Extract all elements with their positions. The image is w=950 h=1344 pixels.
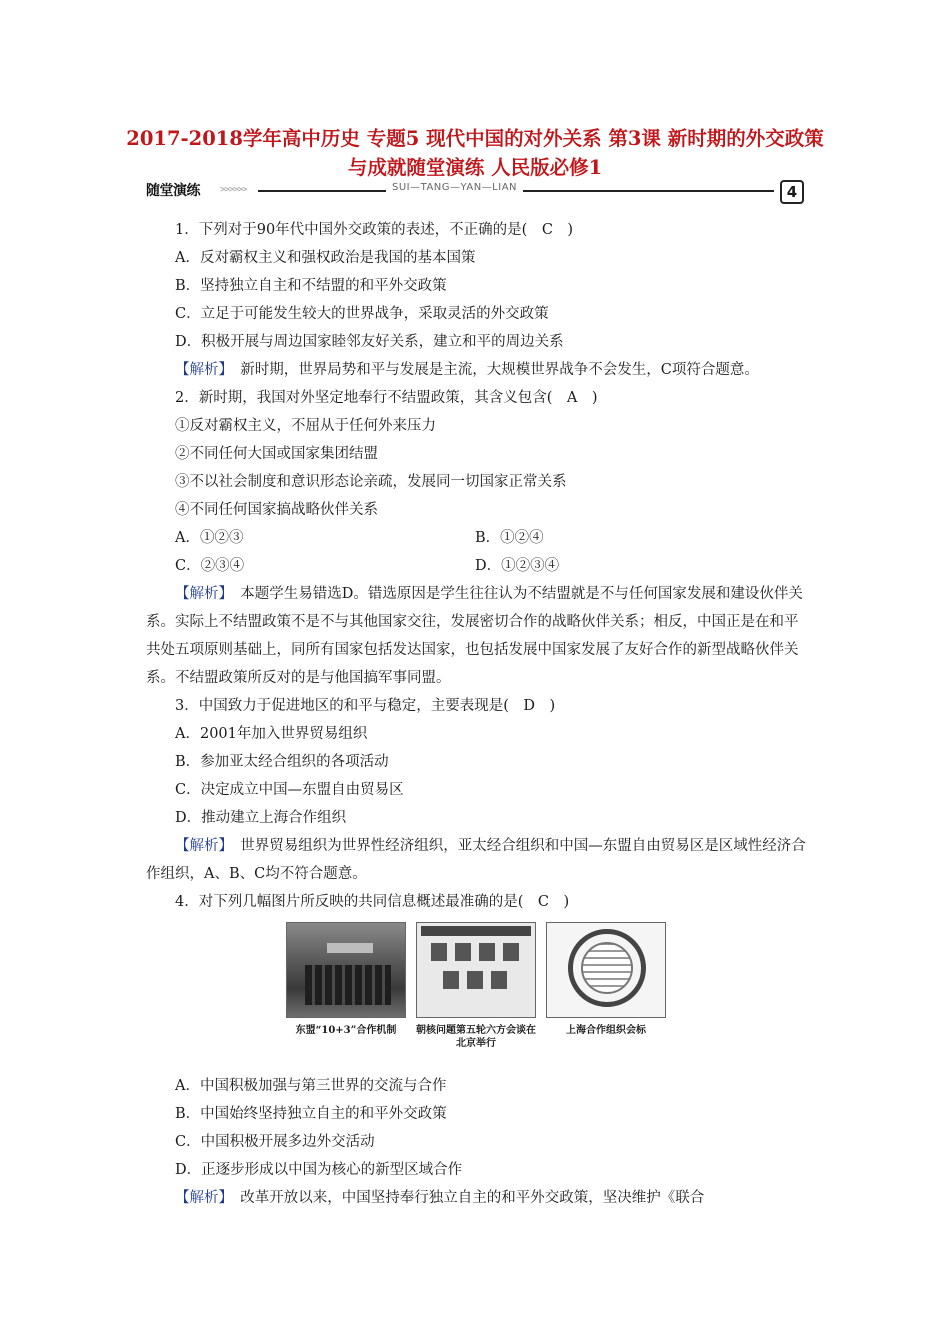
figure-six-party-talks bbox=[416, 922, 536, 1072]
exercise-content bbox=[146, 188, 806, 1212]
question-2-item-1: ①反对霸权主义，不屈从于任何外来压力 bbox=[175, 418, 436, 434]
question-1-option-c: C．立足于可能发生较大的世界战争，采取灵活的外交政策 bbox=[175, 306, 549, 322]
question-4-stem: 4．对下列几幅图片所反映的共同信息概述最准确的是( C ) bbox=[175, 894, 570, 910]
question-4-option-d: D．正逐步形成以中国为核心的新型区域合作 bbox=[175, 1162, 463, 1178]
document-title: 2017-2018学年高中历史 专题5 现代中国的对外关系 第3课 新时期的外交政策与成就随堂演练 人民版必修1 bbox=[126, 127, 824, 179]
banner-arrows: >>>>>> bbox=[220, 185, 247, 195]
figure-sco-emblem bbox=[546, 922, 666, 1072]
question-2-item-4: ④不同任何国家搞战略伙伴关系 bbox=[175, 502, 378, 518]
question-3-analysis bbox=[146, 832, 806, 888]
asean-summit-photo bbox=[286, 922, 406, 1018]
banner-number: 4 bbox=[780, 180, 804, 204]
figure-caption: 上海合作组织会标 bbox=[566, 1025, 646, 1036]
question-1-option-a: A．反对霸权主义和强权政治是我国的基本国策 bbox=[175, 250, 476, 266]
analysis-text: 改革开放以来，中国坚持奉行独立自主的和平外交政策，坚决维护《联合 bbox=[225, 1190, 705, 1206]
analysis-label: 【解析】 bbox=[175, 1190, 226, 1206]
question-2-item-2: ②不同任何大国或国家集团结盟 bbox=[175, 446, 378, 462]
question-3-stem: 3．中国致力于促进地区的和平与稳定，主要表现是( D ) bbox=[175, 698, 556, 714]
analysis-label: 【解析】 bbox=[175, 586, 226, 602]
question-4-figures bbox=[146, 916, 806, 1072]
question-4-option-a: A．中国积极加强与第三世界的交流与合作 bbox=[175, 1078, 447, 1094]
six-party-talks-photo bbox=[416, 922, 536, 1018]
question-1-option-b: B．坚持独立自主和不结盟的和平外交政策 bbox=[175, 278, 447, 294]
analysis-text: 新时期，世界局势和平与发展是主流，大规模世界战争不会发生，C项符合题意。 bbox=[225, 362, 759, 378]
banner-pinyin: SUI—TANG—YAN—LIAN bbox=[386, 182, 523, 193]
question-2-stem: 2．新时期，我国对外坚定地奉行不结盟政策，其含义包含( A ) bbox=[175, 390, 598, 406]
question-3-option-b: B．参加亚太经合组织的各项活动 bbox=[175, 754, 389, 770]
question-3-option-c: C．决定成立中国—东盟自由贸易区 bbox=[175, 782, 404, 798]
sco-emblem-image bbox=[546, 922, 666, 1018]
question-2-option-a: A．①②③ bbox=[175, 530, 244, 546]
figure-asean-summit bbox=[286, 922, 406, 1072]
analysis-label: 【解析】 bbox=[175, 838, 226, 854]
figure-caption: 东盟“10+3”合作机制 bbox=[295, 1025, 397, 1036]
question-3-option-a: A．2001年加入世界贸易组织 bbox=[175, 726, 368, 742]
question-2-option-b: B．①②④ bbox=[475, 530, 544, 546]
question-4-analysis bbox=[146, 1184, 806, 1212]
question-4-option-b: B．中国始终坚持独立自主的和平外交政策 bbox=[175, 1106, 447, 1122]
question-1-analysis bbox=[146, 356, 806, 384]
question-2-item-3: ③不以社会制度和意识形态论亲疏，发展同一切国家正常关系 bbox=[175, 474, 567, 490]
question-1-option-d: D．积极开展与周边国家睦邻友好关系，建立和平的周边关系 bbox=[175, 334, 564, 350]
analysis-text: 本题学生易错选D。错选原因是学生往往认为不结盟就是不与任何国家发展和建设伙伴关系。实际上不结盟政策不是不与其他国家交往，发展密切合作的战略伙伴关系；相反，中国正是在和平共处五项原则基础上，同所有国家包括发达国家，也包括发展中国家发展了友好合作的新型战略伙伴关系。不结盟政策所反对的是与他国搞军事同盟。 bbox=[146, 586, 803, 686]
banner-label: 随堂演练 bbox=[146, 183, 200, 199]
analysis-label: 【解析】 bbox=[175, 362, 226, 378]
figure-caption: 朝核问题第五轮六方会谈在北京举行 bbox=[416, 1025, 536, 1049]
question-4-option-c: C．中国积极开展多边外交活动 bbox=[175, 1134, 375, 1150]
question-2-option-d: D．①②③④ bbox=[475, 558, 560, 574]
question-3-option-d: D．推动建立上海合作组织 bbox=[175, 810, 347, 826]
question-1-stem: 1．下列对于90年代中国外交政策的表述，不正确的是( C ) bbox=[175, 222, 574, 238]
question-2-option-c: C．②③④ bbox=[175, 558, 245, 574]
question-2-options-row-1 bbox=[146, 524, 806, 552]
question-2-options-row-2 bbox=[146, 552, 806, 580]
question-2-analysis bbox=[146, 580, 806, 692]
analysis-text: 世界贸易组织为世界性经济组织，亚太经合组织和中国—东盟自由贸易区是区域性经济合作组织，A、B、C均不符合题意。 bbox=[146, 838, 806, 882]
